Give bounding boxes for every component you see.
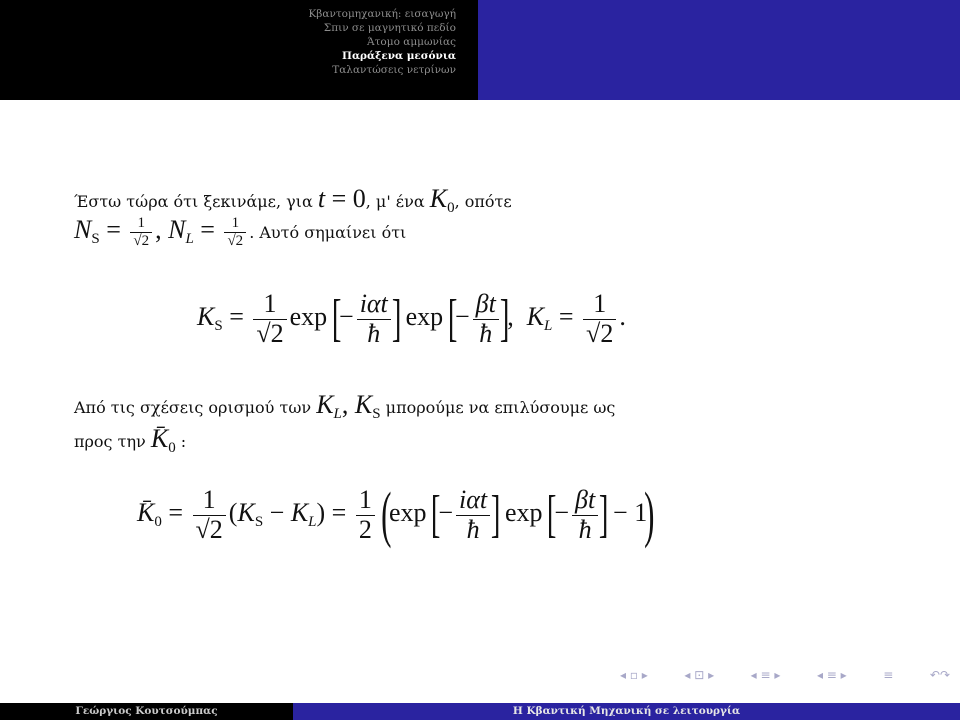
nav-section-2[interactable]: Σπιν σε μαγνητικό πεδίο bbox=[323, 22, 456, 34]
text-line-4 bbox=[74, 424, 186, 457]
nav-frame-icon[interactable]: ◂ ▫ ▸ bbox=[620, 668, 648, 682]
beamer-navigation bbox=[620, 668, 950, 682]
nav-section-1[interactable]: Κβαντομηχανική: εισαγωγή bbox=[308, 8, 456, 20]
nav-section-5[interactable]: Ταλαντώσεις νετρίνων bbox=[332, 64, 456, 76]
equation-k0bar: $K̄_0$ = $\frac{1}{√2}$ $(K_S - K_L)$ = $\frac{1}{2}$ (exp [− $\frac{\text{iαt}}{ħ}$ ] exp [− $\frac{\beta t}{ħ}$ ] − 1) bbox=[137, 481, 655, 549]
slide-header bbox=[0, 0, 960, 100]
nav-subsection-icon[interactable]: ◂ ⊡ ▸ bbox=[684, 668, 715, 682]
text-p1-b: , μ' ένα bbox=[365, 192, 425, 211]
footer-author: Γεώργιος Κουτσούμπας bbox=[0, 703, 293, 720]
text-p1-c: , οπότε bbox=[454, 192, 512, 211]
footer-title: Η Κβαντική Μηχανική σε λειτουργία bbox=[293, 703, 960, 720]
math-k0: $K_0$ bbox=[429, 184, 455, 216]
text-p1-a: Έστω τώρα ότι ξεκινάμε, για bbox=[74, 192, 313, 211]
text-p3-b: μπορούμε να επιλύσουμε ως bbox=[385, 398, 616, 417]
text-line-1 bbox=[74, 184, 512, 217]
text-line-2 bbox=[74, 215, 406, 249]
nav-section-4-active[interactable]: Παράξενα μεσόνια bbox=[342, 50, 456, 62]
slide-footer bbox=[0, 703, 960, 720]
text-p4-end: : bbox=[175, 432, 187, 451]
math-ns-nl: $N_S$ = $\frac{1}{√2}$ , $N_L$ = $\frac{1}{√2}$ bbox=[74, 215, 249, 244]
section-navigation bbox=[0, 0, 478, 100]
header-blue-bar bbox=[478, 0, 960, 100]
nav-document-icon[interactable]: ◂ ≡ ▸ bbox=[816, 668, 847, 682]
math-t-zero: t = 0 bbox=[317, 184, 366, 213]
math-kl-ks: $K_L$, $K_S$ bbox=[316, 390, 381, 422]
text-p4: προς την bbox=[74, 432, 146, 451]
nav-back-forward-icon[interactable]: ↶↷ bbox=[929, 668, 950, 682]
nav-section-icon[interactable]: ◂ ≡ ▸ bbox=[750, 668, 781, 682]
text-line-3 bbox=[74, 390, 615, 423]
nav-section-3[interactable]: Άτομο αμμωνίας bbox=[367, 36, 456, 48]
text-p2-end: . Αυτό σημαίνει ότι bbox=[249, 223, 407, 242]
equation-ks-kl: $K_S$ = $\frac{1}{√2}$ exp [− $\frac{\text{iαt}}{ħ}$ ] exp [− $\frac{\beta t}{ħ}$ ], $K_L$ = $\frac{1}{√2}$ . bbox=[197, 289, 626, 348]
nav-appendix-icon[interactable]: ≡ bbox=[883, 668, 894, 682]
text-p3: Από τις σχέσεις ορισμού των bbox=[74, 398, 312, 417]
math-k0bar: $K̄_0$ bbox=[150, 424, 176, 456]
